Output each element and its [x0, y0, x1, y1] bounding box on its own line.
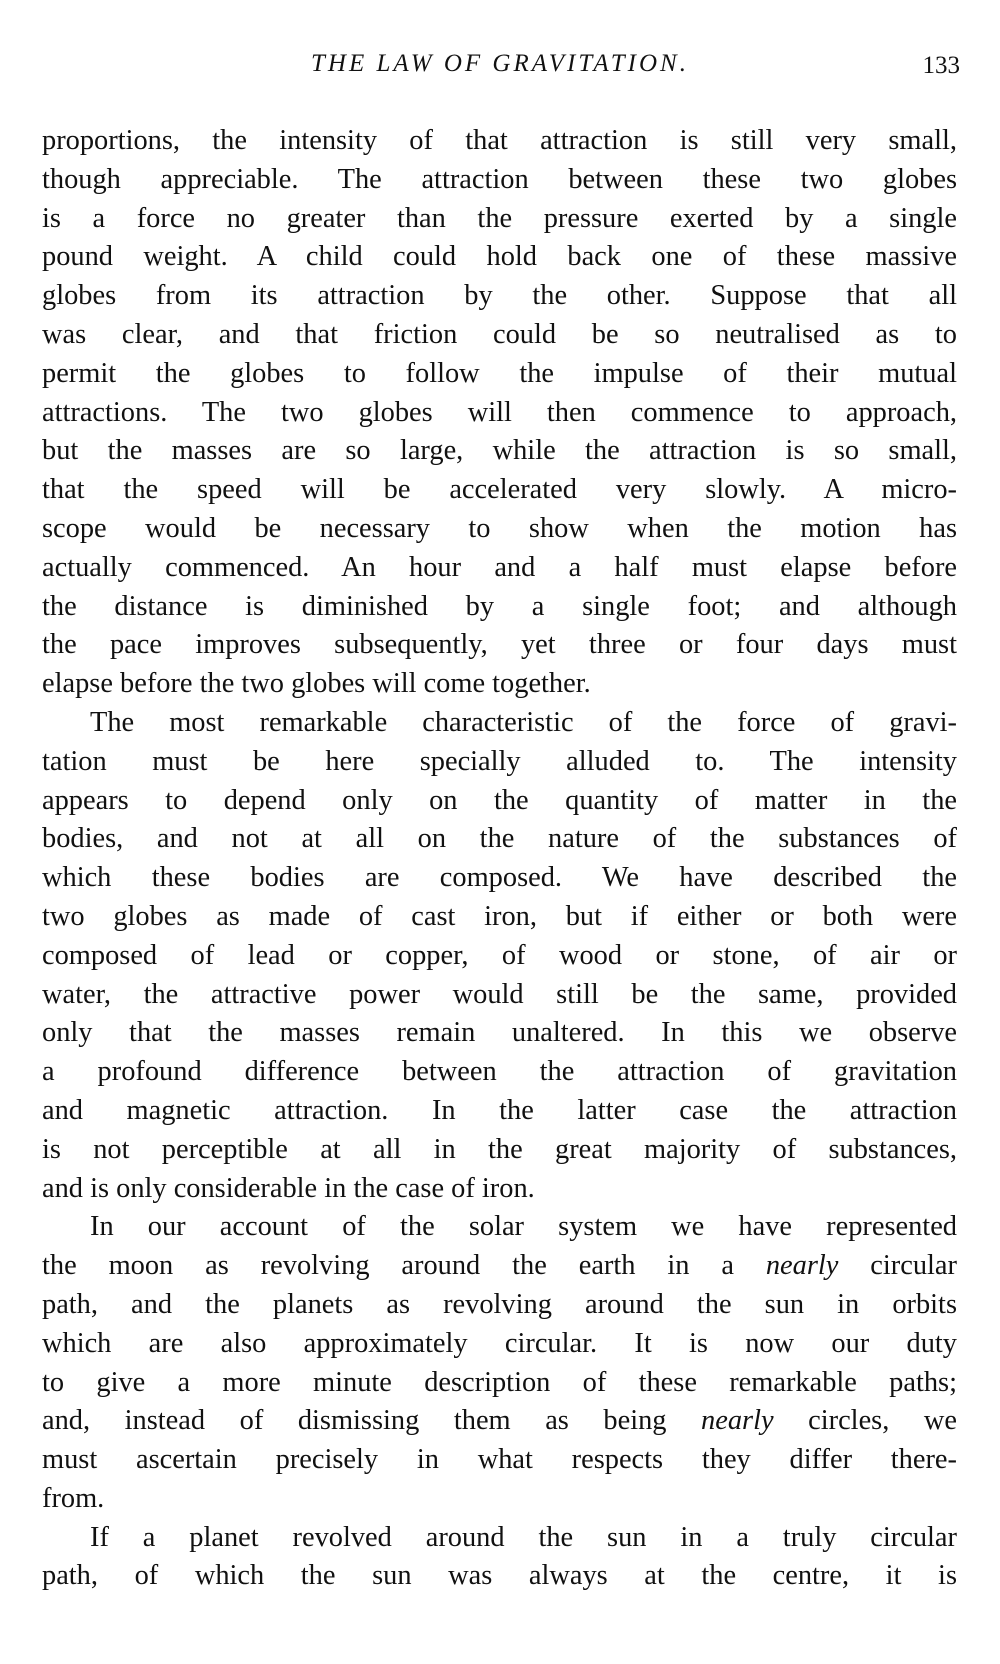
text-line: that the speed will be accelerated very slowly. A micro- — [42, 474, 957, 506]
text-line: appears to depend only on the quantity of matter in the — [42, 784, 957, 816]
text-line: If a planet revolved around the sun in a truly circular — [90, 1521, 957, 1553]
text-line: to give a more minute description of these remarkable paths; — [42, 1366, 957, 1398]
paragraph-1 — [42, 122, 957, 704]
italic-emphasis: nearly — [701, 1405, 774, 1437]
text-segment: the moon as revolving around the earth in a — [42, 1250, 734, 1282]
text-line: only that the masses remain unaltered. In this we observe — [42, 1017, 957, 1049]
page-number: 133 — [922, 52, 960, 79]
text-line: path, and the planets as revolving around the sun in orbits — [42, 1288, 957, 1320]
text-line: proportions, the intensity of that attraction is still very small, — [42, 125, 957, 156]
text-line: globes from its attraction by the other. Suppose that all — [42, 280, 957, 312]
text-line: pound weight. A child could hold back one of these massive — [42, 241, 957, 273]
text-line: tation must be here specially alluded to. The intensity — [42, 745, 957, 777]
text-line: water, the attractive power would still be the same, provided — [42, 978, 957, 1010]
running-title: THE LAW OF GRAVITATION. — [311, 50, 689, 77]
text-segment: circular — [870, 1250, 957, 1282]
text-line — [42, 1247, 957, 1286]
text-line: which these bodies are composed. We have described the — [42, 862, 957, 894]
text-line: the pace improves subsequently, yet three or four days must — [42, 629, 957, 661]
text-segment: and, instead of dismissing them as being — [42, 1405, 667, 1437]
text-line: and magnetic attraction. In the latter case the attraction — [42, 1094, 957, 1126]
text-line: attractions. The two globes will then commence to approach, — [42, 396, 957, 428]
text-line: elapse before the two globes will come together. — [42, 668, 591, 700]
paragraph-2 — [42, 704, 957, 1208]
text-line: and is only considerable in the case of iron. — [42, 1172, 535, 1204]
text-line: permit the globes to follow the impulse of their mutual — [42, 357, 957, 389]
text-line: from. — [42, 1482, 105, 1514]
text-line: The most remarkable characteristic of the force of gravi- — [90, 706, 957, 738]
text-line: but the masses are so large, while the attraction is so small, — [42, 435, 957, 467]
text-line: must ascertain precisely in what respects they differ there- — [42, 1444, 957, 1476]
text-line: scope would be necessary to show when the motion has — [42, 512, 957, 544]
text-line: In our account of the solar system we have represented — [90, 1211, 957, 1243]
text-line: actually commenced. An hour and a half must elapse before — [42, 551, 957, 583]
text-line: which are also approximately circular. It is now our duty — [42, 1327, 957, 1359]
text-line: was clear, and that friction could be so neutralised as to — [42, 318, 957, 350]
text-line: a profound difference between the attraction of gravitation — [42, 1056, 957, 1088]
text-line: though appreciable. The attraction between these two globes — [42, 163, 957, 195]
text-line: two globes as made of cast iron, but if either or both were — [42, 900, 957, 932]
text-line: is not perceptible at all in the great majority of substances, — [42, 1133, 957, 1165]
text-segment: circles, we — [808, 1405, 957, 1437]
text-line — [42, 1402, 957, 1441]
text-line: composed of lead or copper, of wood or stone, of air or — [42, 939, 957, 971]
running-header — [40, 50, 960, 90]
paragraph-3 — [42, 1208, 957, 1518]
text-line: is a force no greater than the pressure exerted by a single — [42, 202, 957, 234]
text-line: bodies, and not at all on the nature of the substances of — [42, 823, 957, 855]
text-line: path, of which the sun was always at the centre, it is — [42, 1560, 957, 1592]
text-line: the distance is diminished by a single foot; and although — [42, 590, 957, 622]
italic-emphasis: nearly — [765, 1250, 839, 1282]
paragraph-4 — [42, 1519, 957, 1597]
body-text — [42, 122, 957, 1596]
